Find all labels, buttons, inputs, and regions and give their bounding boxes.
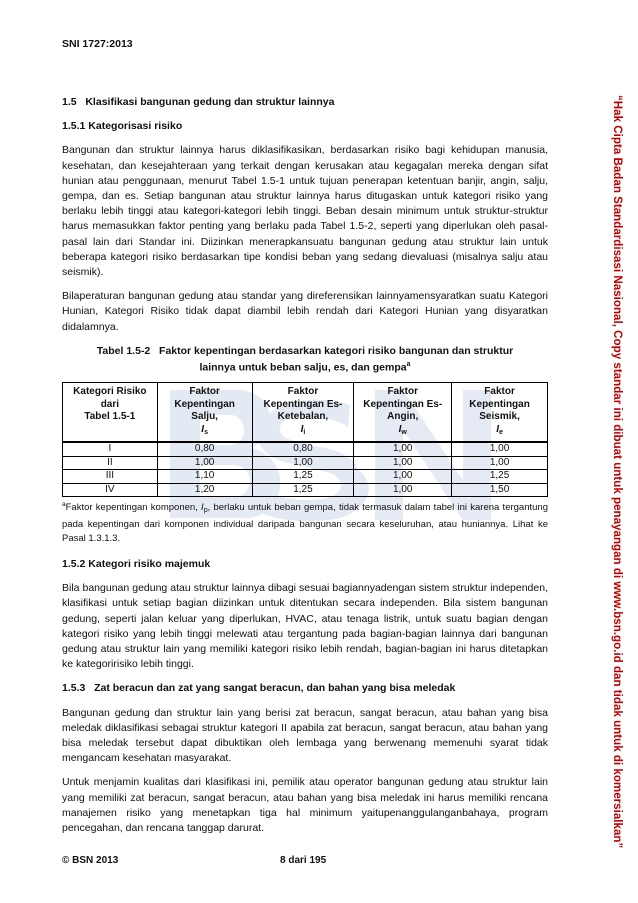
table-header-cell: Kategori Risiko dari Tabel 1.5-1 — [63, 383, 158, 443]
table-cell: III — [63, 470, 158, 484]
table-cell: I — [63, 442, 158, 456]
importance-factor-table — [62, 382, 548, 497]
subsection-heading: 1.5.1 Kategorisasi risiko — [62, 120, 183, 133]
table-cell: 1,10 — [157, 470, 252, 484]
table-cell: 0,80 — [157, 442, 252, 456]
table-cell: 1,50 — [452, 483, 548, 497]
copyright-text: © BSN 2013 — [62, 855, 119, 866]
section-heading: 1.5 Klasifikasi bangunan gedung dan struktur lainnya — [62, 96, 335, 108]
table-row — [63, 483, 548, 497]
table-row — [63, 442, 548, 456]
page-footer — [62, 855, 548, 866]
footnote-marker: a — [406, 360, 411, 368]
footnote-marker: a — [62, 501, 66, 509]
table-header-cell: Faktor Kepentingan Seismik, $I_e$ — [452, 383, 548, 443]
table-header-cell: Faktor Kepentingan Es- Angin, $I_w$ — [354, 383, 452, 443]
table-cell: 0,80 — [252, 442, 354, 456]
table-cell: IV — [63, 483, 158, 497]
page-number: 8 dari 195 — [280, 855, 327, 866]
table-cell: 1,25 — [252, 483, 354, 497]
table-row — [63, 456, 548, 470]
copyright-notice-sidebar — [598, 95, 628, 849]
table-cell: 1,00 — [354, 442, 452, 456]
table-cell: 1,25 — [252, 470, 354, 484]
table-footnote: $^a$Faktor kepentingan komponen, $I_p$, berlaku untuk beban gempa, tidak termasuk dalam tabel ini karena tergantung pada kepentingan dari komponen individual daripada bangunan secara keseluruhan, atau huniannya. Lihat ke Pasal 1.3.1.3. — [62, 501, 548, 544]
paragraph: Bangunan gedung dan struktur lain yang berisi zat beracun, sangat beracun, atau bahan yang bisa meledak diklasifikasi sebagai struktur kategori II apabila zat beracun, sangat beracun, atau bahan yang bisa meledak tersebut dapat dibuktikan oleh lembaga yang berwenang memenuhi syarat tidak mengancam kesehatan masyarakat. — [62, 706, 548, 765]
table-cell: 1,20 — [157, 483, 252, 497]
subsection-heading: 1.5.2 Kategori risiko majemuk — [62, 558, 211, 570]
table-caption — [62, 344, 548, 375]
table-cell: 1,00 — [157, 456, 252, 470]
table-cell: 1,00 — [452, 456, 548, 470]
table-cell: 1,25 — [452, 470, 548, 484]
table-caption-line: lainnya untuk beban salju, es, dan gempa$^a$ — [199, 360, 411, 374]
table-cell: 1,00 — [354, 456, 452, 470]
table-header-cell: Faktor Kepentingan Es- Ketebalan, $I_i$ — [252, 383, 354, 443]
document-id: SNI 1727:2013 — [62, 38, 133, 50]
table-header-cell: Faktor Kepentingan Salju, $I_s$ — [157, 383, 252, 443]
table-caption-line: Tabel 1.5-2 Faktor kepentingan berdasarkan kategori risiko bangunan dan struktur — [96, 344, 514, 357]
table-header-row — [63, 383, 548, 443]
table-cell: 1,00 — [354, 470, 452, 484]
copyright-notice-text: “Hak Cipta Badan Standardisasi Nasional, Copy standar ini dibuat untuk penayangan di www.bsn.go.id dan tidak untuk di komersialkan” — [611, 95, 624, 849]
table-cell: II — [63, 456, 158, 470]
paragraph: Bangunan dan struktur lainnya harus diklasifikasikan, berdasarkan risiko bagi kehidupan manusia, kesehatan, dan kesejahteraan yang terkait dengan kerusakan atau kegagalan mereka dengan sifat hunian atau penggunaan, menurut Tabel 1.5-1 untuk tujuan penerapan ketentuan banjir, angin, salju, gempa, dan es. Setiap bangunan atau struktur lainnya harus ditugaskan untuk kategori risiko yang berlaku lebih tinggi atau kategori-kategori lebih tinggi. Beban desain minimum untuk struktur-struktur harus memasukkan faktor penting yang berlaku pada Tabel 1.5-2, seperti yang diperlukan oleh pasal-pasal lain dari Standar ini. Diizinkan menerapkansuatu bangunan gedung atau struktur lain untuk beberapa kategori risiko berdasarkan tipe kondisi beban yang sedang dievaluasi (misalnya salju atau seismik). — [62, 144, 548, 279]
paragraph: Untuk menjamin kualitas dari klasifikasi ini, pemilik atau operator bangunan gedung atau struktur lain yang memiliki zat beracun, sangat beracun, atau bahan yang bisa meledak ini harus memiliki rencana manajemen risiko yang menetapkan tiga hal minimum yaitupenanggulanganbahaya, program pencegahan, dan rencana tanggap darurat. — [62, 776, 548, 835]
paragraph: Bila bangunan gedung atau struktur lainnya dibagi sesuai bagiannyadengan sistem struktur independen, klasifikasi untuk setiap bagian diizinkan untuk ditentukan secara independen. Bila sistem bangunan gedung, seperti jalan keluar yang diperlukan, HVAC, atau tenaga listrik, untuk suatu bagian dengan kategori risiko yang lebih tinggi melewati atau tergantung pada bagian-bagian lainnya dari bangunan gedung atau struktur lain yang memiliki kategori risiko lebih rendah, bagian-bagian ini harus ditetapkan ke kategoririsiko lebih tinggi. — [62, 582, 548, 671]
table-cell: 1,00 — [252, 456, 354, 470]
table-cell: 1,00 — [354, 483, 452, 497]
table-row — [63, 470, 548, 484]
table-cell: 1,00 — [452, 442, 548, 456]
paragraph: Bilaperaturan bangunan gedung atau standar yang direferensikan lainnyamensyaratkan suatu Kategori Hunian, Kategori Risiko tidak dapat diambil lebih rendah dari Kategori Hunian yang disyaratkan didalamnya. — [62, 290, 548, 333]
document-body — [62, 95, 548, 845]
subsection-heading: 1.5.3 Zat beracun dan zat yang sangat beracun, dan bahan yang bisa meledak — [62, 682, 456, 695]
